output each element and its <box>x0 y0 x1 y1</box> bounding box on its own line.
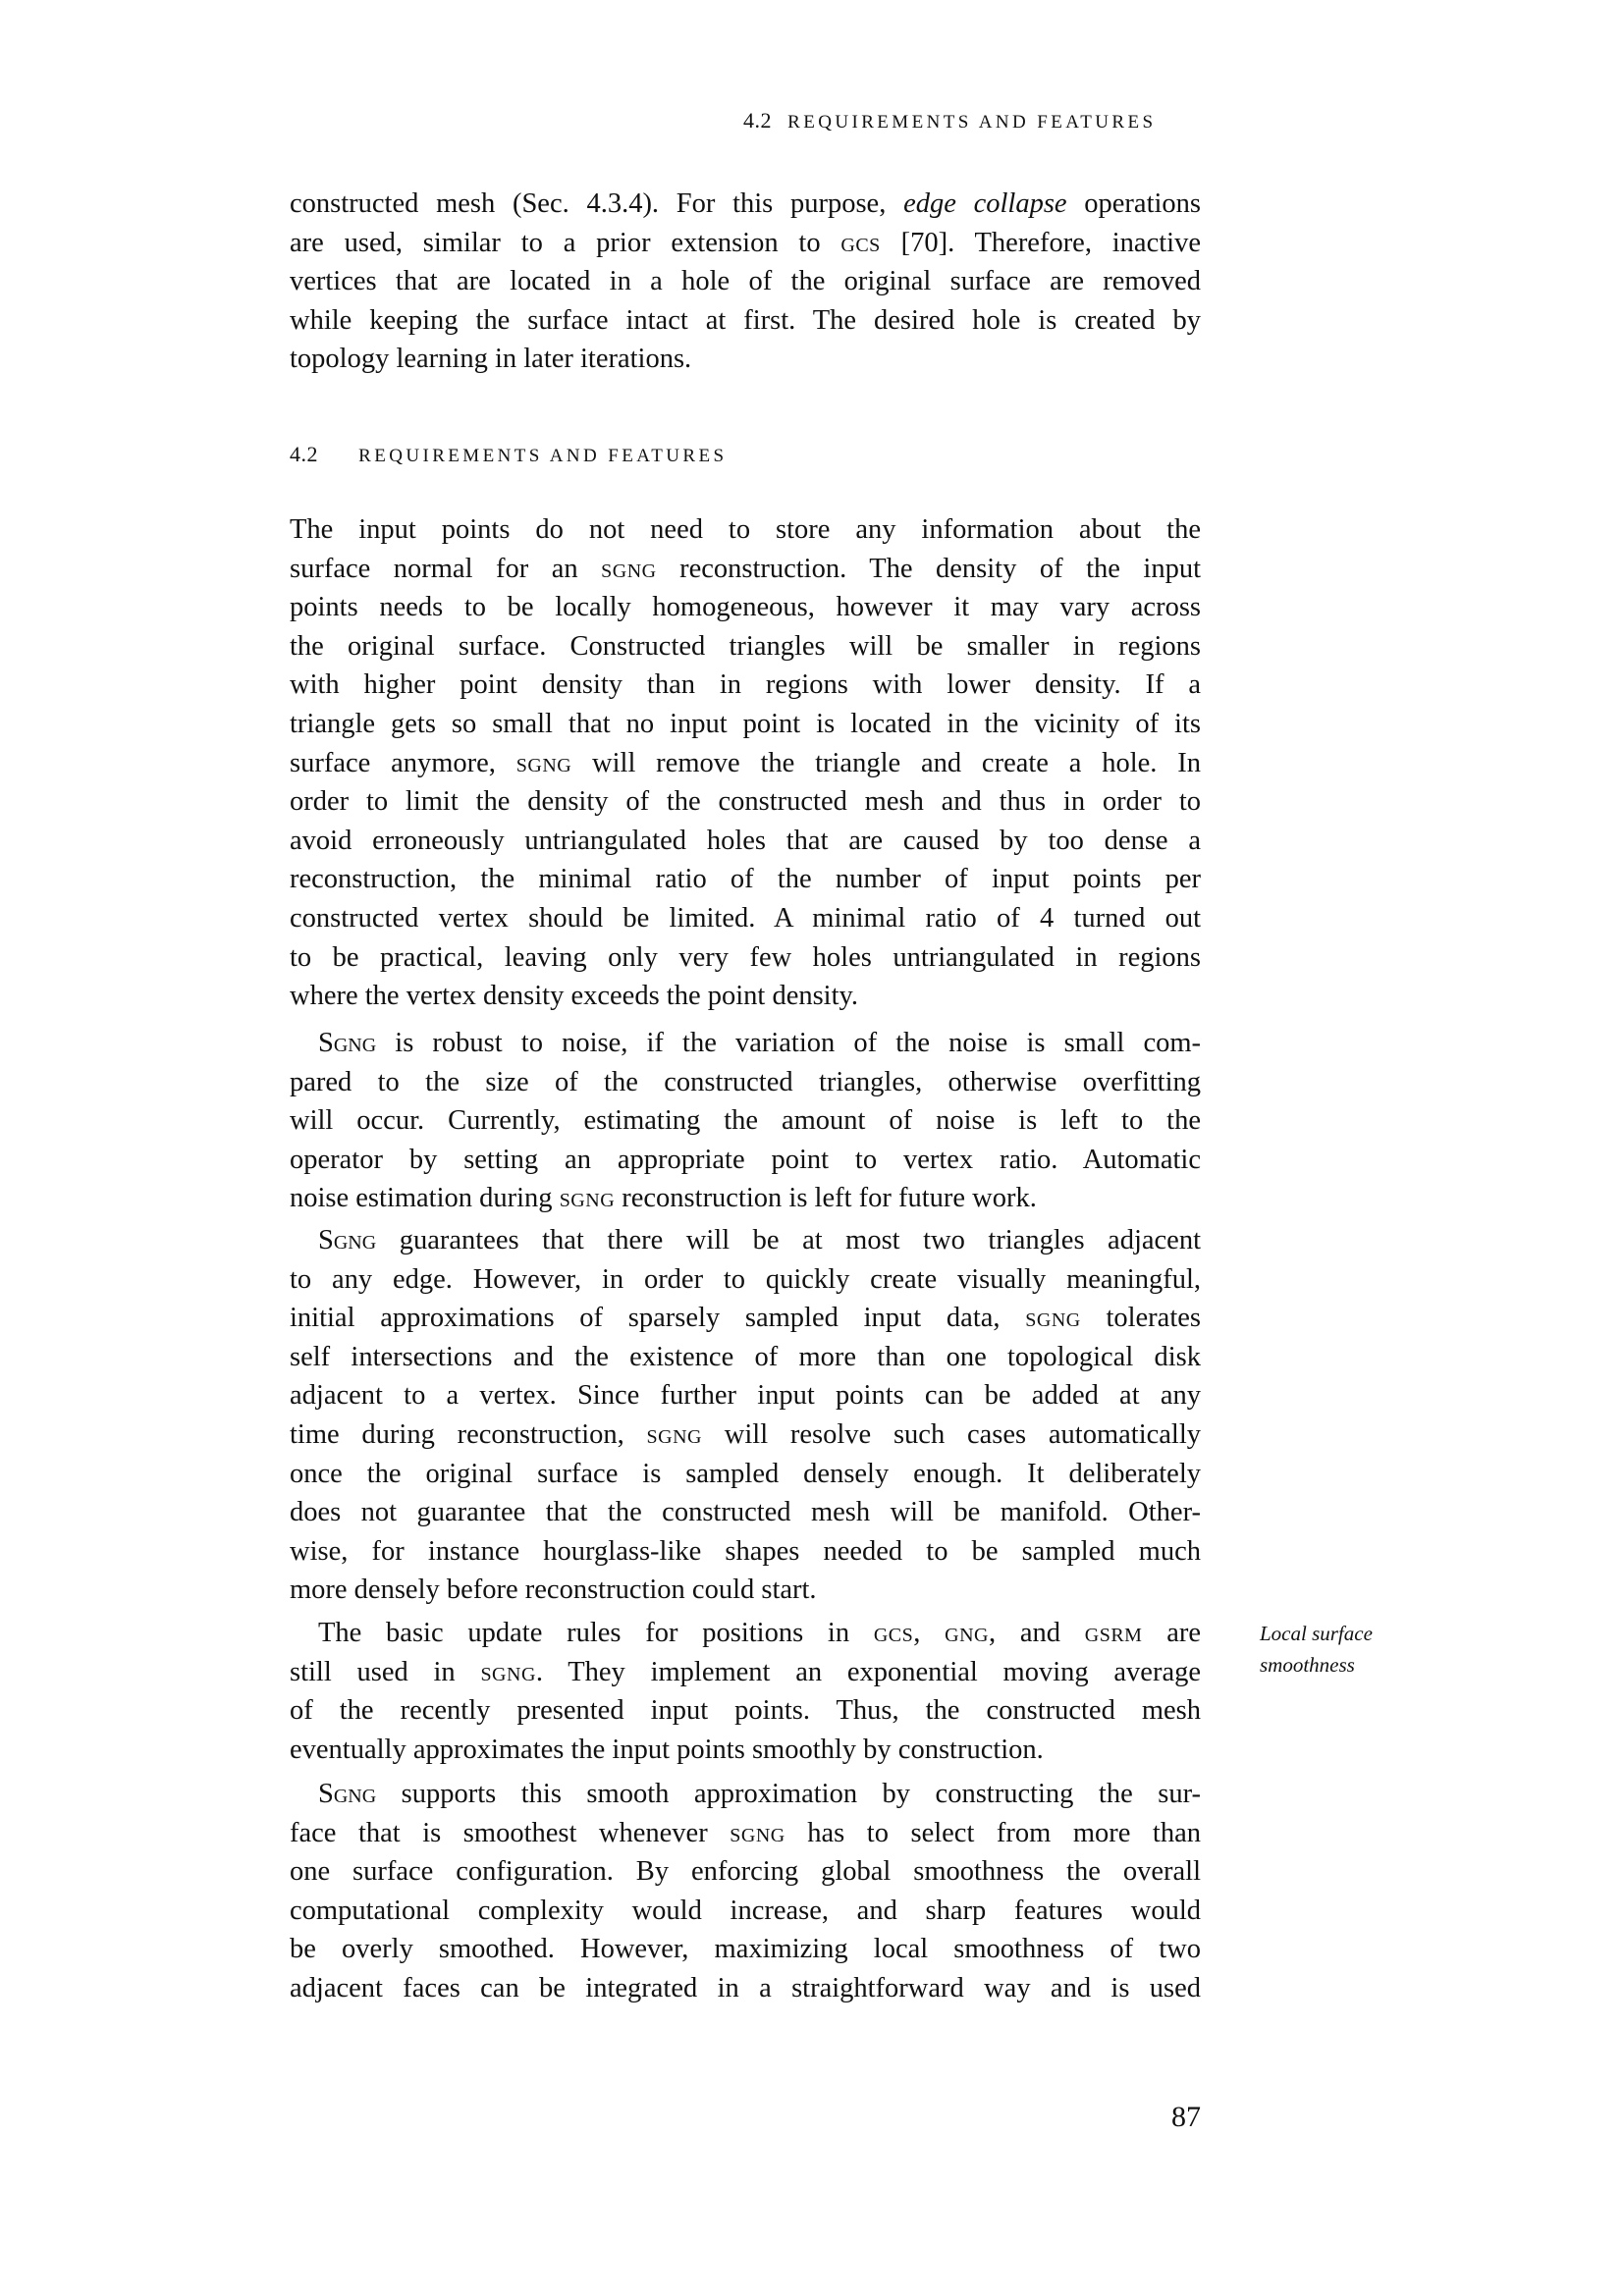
text-run: more densely before reconstruction could start. <box>290 1575 817 1606</box>
text-run: surface normal for an <box>290 553 602 584</box>
text-line <box>290 301 1201 341</box>
acronym: gcs <box>840 227 881 258</box>
acronym: Sgng <box>318 1779 377 1809</box>
text-run: noise estimation during <box>290 1183 560 1214</box>
text-line <box>290 1101 1201 1141</box>
text-line <box>290 1614 1201 1653</box>
section-title: REQUIREMENTS AND FEATURES <box>358 446 728 466</box>
text-line <box>290 224 1201 263</box>
text-run: operator by setting an appropriate point to vertex ratio. Automatic <box>290 1144 1201 1175</box>
text-line <box>290 705 1201 744</box>
text-run: does not guarantee that the constructed mesh will be manifold. Other- <box>290 1497 1201 1528</box>
text-run: reconstruction, the minimal ratio of the number of input points per <box>290 864 1201 895</box>
text-line <box>290 1415 1201 1455</box>
text-run: reconstruction. The density of the input <box>656 553 1201 584</box>
text-line <box>290 860 1201 899</box>
text-line <box>290 1299 1201 1338</box>
text-run: , <box>913 1618 946 1648</box>
text-line <box>290 1532 1201 1572</box>
emphasis-term: edge collapse <box>903 188 1067 219</box>
text-line <box>290 627 1201 667</box>
text-run: once the original surface is sampled densely enough. It deliberately <box>290 1458 1201 1489</box>
text-line <box>290 938 1201 978</box>
text-line <box>290 1221 1201 1260</box>
text-run: one surface configuration. By enforcing global smoothness the overall <box>290 1856 1201 1888</box>
text-run: face that is smoothest whenever <box>290 1817 731 1848</box>
text-run: are used, similar to a prior extension to <box>290 227 841 258</box>
text-run: is robust to noise, if the variation of the noise is small com- <box>376 1028 1201 1058</box>
text-line <box>290 1775 1201 1814</box>
text-line <box>290 588 1201 627</box>
text-run: to be practical, leaving only very few holes untriangulated in regions <box>290 941 1201 973</box>
text-line <box>290 262 1201 301</box>
text-line <box>290 1260 1201 1300</box>
text-run: constructed mesh (Sec. 4.3.4). For this purpose, <box>290 188 904 219</box>
margin-note-line: Local surface <box>1260 1622 1373 1645</box>
running-head-title: REQUIREMENTS AND FEATURES <box>787 112 1157 133</box>
acronym: sgng <box>730 1817 785 1848</box>
text-run: vertices that are located in a hole of the original surface are removed <box>290 266 1201 297</box>
acronym: sgng <box>559 1183 616 1214</box>
acronym: sgng <box>646 1419 702 1450</box>
text-line <box>290 977 1201 1016</box>
text-run: reconstruction is left for future work. <box>615 1183 1037 1214</box>
acronym: sgng <box>601 553 657 584</box>
text-run: self intersections and the existence of more than one topological disk <box>290 1341 1201 1372</box>
text-run: are <box>1142 1618 1202 1648</box>
text-line <box>290 185 1201 224</box>
text-line <box>290 1653 1201 1692</box>
acronym: gcs <box>873 1618 914 1648</box>
text-run: of the recently presented input points. Thus, the constructed mesh <box>290 1695 1201 1727</box>
running-head-number: 4.2 <box>743 108 772 133</box>
text-line <box>290 744 1201 783</box>
text-line <box>290 1493 1201 1532</box>
text-run: operations <box>1066 188 1201 219</box>
text-line <box>290 1969 1201 2008</box>
text-line <box>290 1814 1201 1853</box>
section-heading <box>290 442 727 467</box>
text-line <box>290 340 1201 379</box>
margin-note-line: smoothness <box>1260 1653 1355 1677</box>
text-line <box>290 1455 1201 1494</box>
text-run: surface anymore, <box>290 747 516 778</box>
text-run: guarantees that there will be at most two triangles adjacent <box>376 1225 1201 1255</box>
text-run: while keeping the surface intact at first. The desired hole is created by <box>290 304 1201 336</box>
text-line <box>290 1141 1201 1180</box>
text-run: avoid erroneously untriangulated holes that are caused by too dense a <box>290 825 1201 856</box>
acronym: Sgng <box>318 1225 377 1255</box>
section-number: 4.2 <box>290 442 318 466</box>
text-run: The input points do not need to store any information about the <box>290 514 1201 545</box>
text-run: points needs to be locally homogeneous, however it may vary across <box>290 592 1201 623</box>
text-line <box>290 1892 1201 1931</box>
text-run: where the vertex density exceeds the point density. <box>290 981 859 1012</box>
text-run: will occur. Currently, estimating the amount of noise is left to the <box>290 1105 1201 1137</box>
text-run: time during reconstruction, <box>290 1419 647 1450</box>
text-run: with higher point density than in regions with lower density. If a <box>290 669 1201 701</box>
text-run: has to select from more than <box>785 1817 1202 1848</box>
text-run: initial approximations of sparsely sampled input data, <box>290 1303 1026 1334</box>
text-line <box>290 1571 1201 1610</box>
text-run: constructed vertex should be limited. A minimal ratio of 4 turned out <box>290 903 1201 934</box>
text-line <box>290 666 1201 705</box>
text-run: eventually approximates the input points smoothly by construction. <box>290 1734 1044 1765</box>
acronym: sgng <box>1025 1303 1081 1334</box>
text-run: supports this smooth approximation by constructing the sur- <box>376 1779 1201 1809</box>
text-line <box>290 1376 1201 1415</box>
text-run: adjacent to a vertex. Since further input points can be added at any <box>290 1380 1201 1412</box>
text-run: [70]. Therefore, inactive <box>880 227 1201 258</box>
acronym: Sgng <box>318 1028 377 1058</box>
text-line <box>290 510 1201 550</box>
text-run: . They implement an exponential moving average <box>535 1656 1201 1687</box>
text-run: order to limit the density of the constructed mesh and thus in order to <box>290 786 1201 818</box>
text-line <box>290 1338 1201 1377</box>
running-head <box>743 108 1201 133</box>
text-run: still used in <box>290 1656 481 1687</box>
text-line <box>290 822 1201 861</box>
margin-note <box>1260 1618 1373 1681</box>
text-line <box>290 1179 1201 1218</box>
text-run: computational complexity would increase, and sharp features would <box>290 1895 1201 1926</box>
text-run: triangle gets so small that no input point is located in the vicinity of its <box>290 709 1201 739</box>
text-run: will resolve such cases automatically <box>702 1419 1201 1450</box>
text-run: tolerates <box>1080 1303 1201 1334</box>
text-run: be overly smoothed. However, maximizing local smoothness of two <box>290 1934 1201 1965</box>
text-line <box>290 1731 1201 1770</box>
text-run: wise, for instance hourglass-like shapes needed to be sampled much <box>290 1535 1201 1567</box>
text-run: , and <box>988 1618 1085 1648</box>
acronym: gng <box>945 1618 989 1648</box>
text-line <box>290 1691 1201 1731</box>
text-run: The basic update rules for positions in <box>318 1618 874 1648</box>
text-line <box>290 1852 1201 1892</box>
acronym: sgng <box>480 1656 536 1687</box>
text-run: adjacent faces can be integrated in a straightforward way and is used <box>290 1973 1201 2003</box>
acronym: sgng <box>515 747 572 778</box>
text-run: to any edge. However, in order to quickly create visually meaningful, <box>290 1263 1201 1295</box>
page-number: 87 <box>1171 2101 1201 2133</box>
text-run: will remove the triangle and create a hole. In <box>571 747 1201 778</box>
text-line <box>290 899 1201 938</box>
text-line <box>290 550 1201 589</box>
text-run: pared to the size of the constructed triangles, otherwise overfitting <box>290 1066 1201 1097</box>
text-line <box>290 1024 1201 1063</box>
text-line <box>290 782 1201 822</box>
text-line <box>290 1930 1201 1969</box>
acronym: gsrm <box>1084 1618 1143 1648</box>
text-line <box>290 1063 1201 1102</box>
text-run: the original surface. Constructed triangles will be smaller in regions <box>290 630 1201 662</box>
text-run: topology learning in later iterations. <box>290 344 692 375</box>
